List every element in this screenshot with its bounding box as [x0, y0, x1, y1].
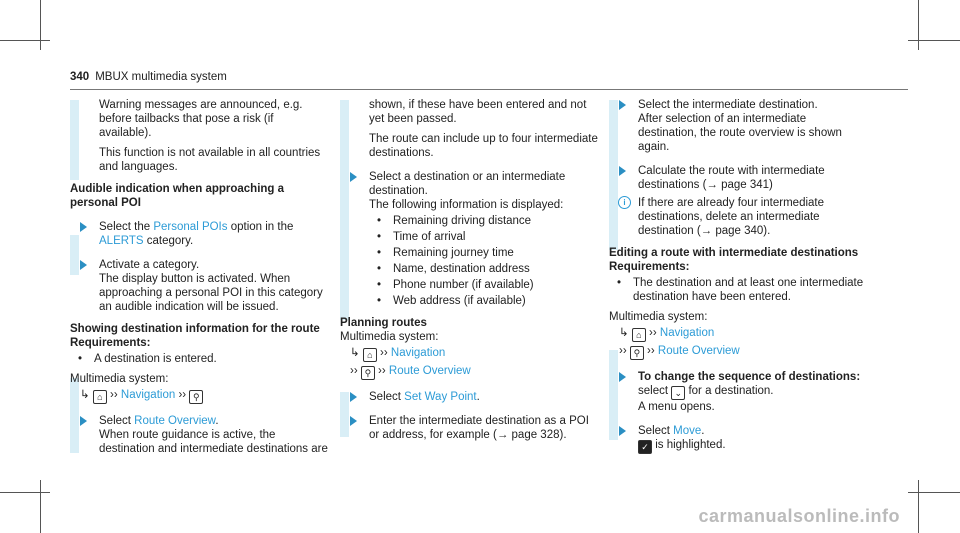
route-overview-link[interactable]: Route Overview [657, 345, 740, 357]
header-rule [70, 89, 908, 90]
step-arrow-icon [619, 166, 626, 176]
move-link[interactable]: Move [673, 425, 702, 437]
nav-path: ↳ ⌂ ›› Navigation ›› ⚲ [70, 388, 328, 404]
list-item: • Remaining journey time [369, 246, 598, 260]
step-arrow-icon [80, 416, 87, 426]
step: Enter the intermediate destination as a POI or address, for example (→ page 328). [340, 414, 598, 442]
list-item: • The destination and at least one intermediate destination have been entered. [609, 276, 867, 304]
navigation-link[interactable]: Navigation [120, 389, 176, 401]
list-item: • Time of arrival [369, 230, 598, 244]
crop-mark [918, 0, 919, 50]
navigation-link[interactable]: Navigation [390, 347, 446, 359]
step-arrow-icon [350, 416, 357, 426]
step-arrow-icon [80, 260, 87, 270]
info-icon: i [618, 196, 631, 209]
watermark: carmanualsonline.info [698, 506, 900, 526]
column-3 [609, 98, 867, 454]
section-heading: Planning routes [340, 317, 427, 329]
column-1 [70, 98, 328, 456]
nav-path: ↳ ⌂ ›› Navigation [619, 327, 715, 340]
step-arrow-icon [619, 372, 626, 382]
step-arrow-icon [80, 222, 87, 232]
route-icon: ⚲ [361, 366, 375, 380]
set-way-point-link[interactable]: Set Way Point [404, 391, 477, 403]
multimedia-label: Multimedia system: [609, 311, 708, 323]
personal-pois-link[interactable]: Personal POIs [153, 221, 228, 233]
requirements-label: Requirements: [609, 261, 690, 273]
multimedia-label: Multimedia system: [340, 331, 439, 343]
note-text: This function is not available in all countries and languages. [99, 147, 321, 173]
step-arrow-icon [619, 426, 626, 436]
list-item: • Name, destination address [369, 262, 598, 276]
body-text: shown, if these have been entered and not yet been passed. [369, 99, 587, 125]
crop-mark [40, 0, 41, 50]
step: Select Set Way Point. [340, 390, 598, 404]
page-title: MBUX multimedia system [95, 71, 227, 83]
crop-mark [918, 480, 919, 533]
crop-mark [40, 480, 41, 533]
checkmark-icon: ✓ [638, 440, 652, 454]
list-item: • A destination is entered. [70, 352, 328, 366]
alerts-link[interactable]: ALERTS [99, 235, 144, 247]
crop-mark [908, 492, 960, 493]
body-text: The route can include up to four intermediate destinations. [369, 133, 598, 159]
step: Calculate the route with intermediate destinations (→ page 341) [609, 164, 867, 192]
step-arrow-icon [350, 172, 357, 182]
step: Select the Personal POIs option in the ALERTS category. [70, 220, 328, 248]
route-overview-link[interactable]: Route Overview [388, 365, 471, 377]
step: Select Move. ✓ is highlighted. [609, 424, 867, 454]
section-heading: Showing destination information for the route [70, 323, 320, 335]
home-icon: ⌂ [632, 328, 646, 342]
route-overview-link[interactable]: Route Overview [134, 415, 216, 427]
nav-path: ›› ⚲ ›› Route Overview [619, 345, 740, 358]
step-arrow-icon [350, 392, 357, 402]
list-item: • Remaining driving distance [369, 214, 598, 228]
step: Select Route Overview. When route guidance is active, the destination and intermediate destinations are [70, 414, 328, 456]
column-2 [340, 98, 598, 442]
info-note: i If there are already four intermediate destinations, delete an intermediate destination (→ page 340). [609, 196, 867, 238]
route-icon: ⚲ [630, 346, 644, 360]
list-item: • Web address (if available) [369, 294, 598, 308]
step: Select a destination or an intermediate destination. The following information is displayed: [340, 170, 598, 212]
route-icon: ⚲ [189, 390, 203, 404]
step: To change the sequence of destinations: select ⌄ for a destination. A menu opens. [609, 370, 867, 414]
note-text: Warning messages are announced, e.g. before tailbacks that pose a risk (if available). [99, 99, 303, 139]
step: Select the intermediate destination. After selection of an intermediate destination, the route overview is shown again. [609, 98, 867, 154]
page-number: 340 [70, 71, 90, 83]
list-item: • Phone number (if available) [369, 278, 598, 292]
step-arrow-icon [619, 100, 626, 110]
home-icon: ⌂ [363, 348, 377, 362]
nav-path: ↳ ⌂ ›› Navigation [350, 347, 446, 360]
home-icon: ⌂ [93, 390, 107, 404]
navigation-link[interactable]: Navigation [659, 327, 715, 339]
section-heading: Editing a route with intermediate destinations [609, 247, 859, 259]
requirements-label: Requirements: [70, 337, 151, 349]
crop-mark [0, 40, 50, 41]
page-header [70, 71, 227, 83]
chevron-down-icon: ⌄ [671, 386, 685, 400]
crop-mark [0, 492, 50, 493]
section-heading: Audible indication when approaching a personal POI [70, 183, 285, 209]
nav-path: ›› ⚲ ›› Route Overview [350, 365, 471, 378]
multimedia-label: Multimedia system: [70, 373, 169, 385]
step: Activate a category. The display button is activated. When approaching a personal POI in this category an audible indication will be issued. [70, 258, 328, 314]
crop-mark [908, 40, 960, 41]
